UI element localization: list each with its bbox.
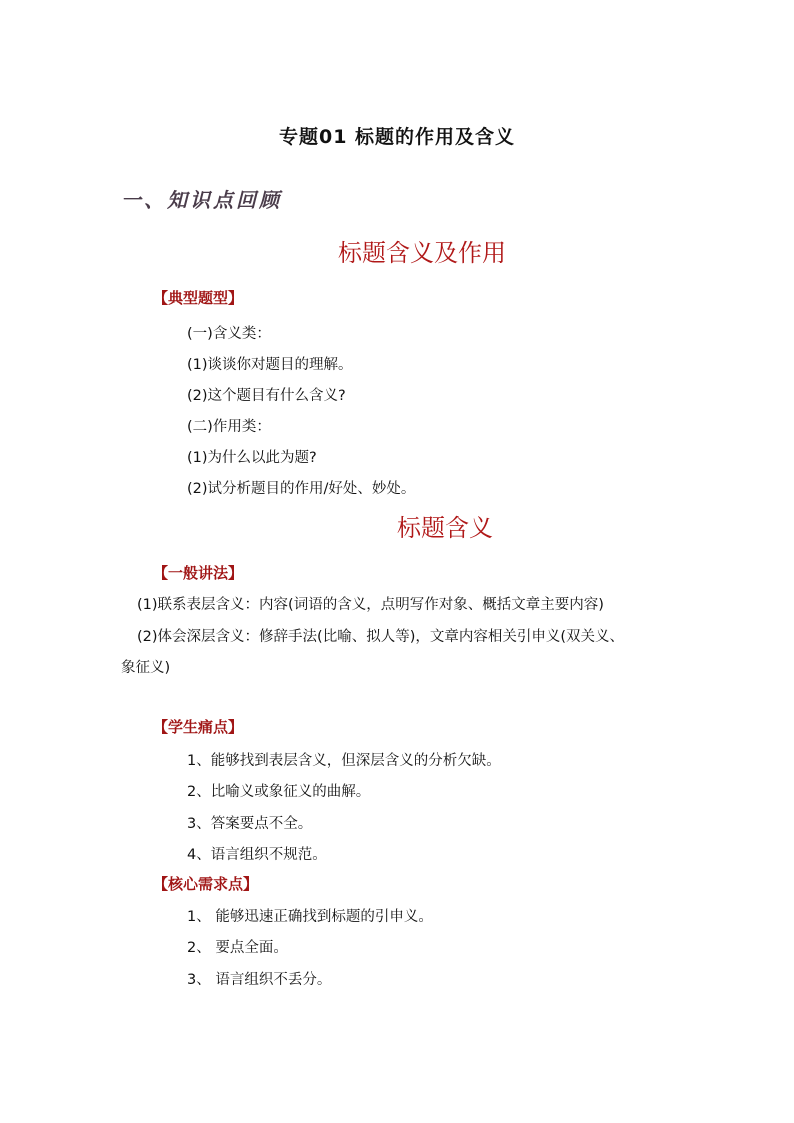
typical-item: (二)作用类： (187, 419, 271, 435)
typical-item: (一)含义类： (187, 326, 271, 342)
typical-item: (1)为什么以此为题? (187, 450, 317, 466)
typical-item: (2)试分析题目的作用/好处、妙处。 (187, 481, 416, 497)
core-item: 2、 要点全面。 (187, 940, 288, 956)
typical-questions-label: 【典型题型】 (153, 289, 244, 307)
general-item: 象征义) (121, 660, 171, 676)
general-item: (2)体会深层含义：修辞手法(比喻、拟人等)，文章内容相关引申义(双关义、 (137, 629, 625, 645)
core-item: 3、 语言组织不丢分。 (187, 972, 332, 988)
pain-points-label: 【学生痛点】 (153, 718, 244, 736)
typical-item: (2)这个题目有什么含义? (187, 388, 346, 404)
pain-item: 2、比喻义或象征义的曲解。 (187, 784, 371, 800)
general-method-label: 【一般讲法】 (153, 564, 244, 582)
section-heading: 一、知识点回顾 (121, 188, 282, 212)
document-title: 专题01 标题的作用及含义 (278, 126, 516, 148)
pain-item: 1、能够找到表层含义，但深层含义的分析欠缺。 (187, 753, 501, 769)
typical-item: (1)谈谈你对题目的理解。 (187, 357, 353, 373)
general-item: (1)联系表层含义：内容(词语的含义，点明写作对象、概括文章主要内容) (137, 597, 604, 613)
sub-heading: 标题含义 (397, 514, 493, 542)
main-heading: 标题含义及作用 (338, 239, 506, 267)
core-item: 1、 能够迅速正确找到标题的引申义。 (187, 909, 433, 925)
core-needs-label: 【核心需求点】 (153, 875, 259, 893)
pain-item: 3、答案要点不全。 (187, 816, 313, 832)
pain-item: 4、语言组织不规范。 (187, 847, 327, 863)
